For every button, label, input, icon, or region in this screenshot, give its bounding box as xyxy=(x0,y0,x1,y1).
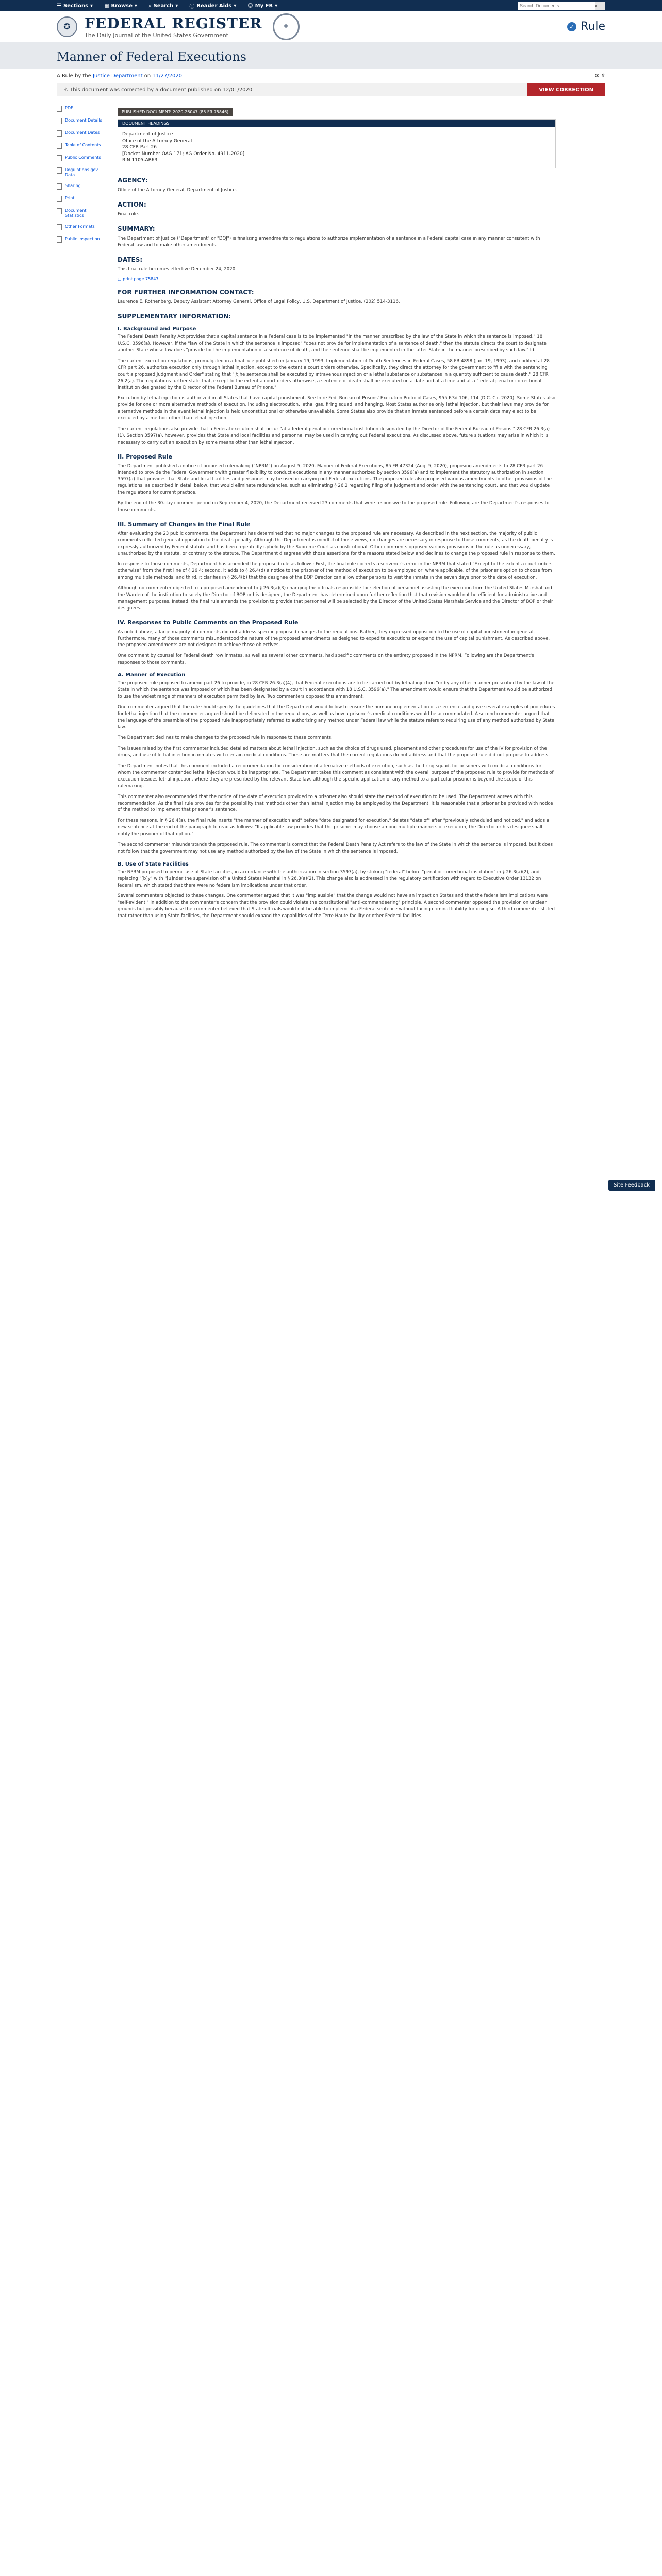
section-heading: I. Background and Purpose xyxy=(118,326,196,332)
heading-line: 28 CFR Part 26 xyxy=(122,145,157,150)
sidebar-icon xyxy=(57,208,62,214)
agency-heading: AGENCY: xyxy=(118,176,148,184)
nav-browse[interactable]: ▦ Browse ▾ xyxy=(104,3,137,9)
section-paragraph: After evaluating the 23 public comments, the Department has determined that no major changes to the proposed rule are necessary. As described in the next section, the majority of public comments reflected general opposition to the death penalty. Although the Department is mindful of those views, no changes are necessary in response to those comments, as the death penalty is expressly authorized by Federal statute and has been repeatedly upheld by the Supreme Court as constitutional. Other comments opposed various provisions in the rule as unnecessary, unauthorized by the statute, or contrary to the statute. The Department disagrees with those assertions for the reasons stated below and declines to change the proposed rule in response to them. xyxy=(118,531,555,556)
rule-icon: ✓ xyxy=(567,22,576,31)
sidebar-icon xyxy=(57,118,62,124)
publication-date-link[interactable]: 11/27/2020 xyxy=(152,73,183,79)
share-icon[interactable]: ✉ ⇪ xyxy=(595,73,605,79)
sidebar-item[interactable] xyxy=(57,143,102,149)
section-heading: A. Manner of Execution xyxy=(118,672,186,679)
alert-text: This document was corrected by a document published on 12/01/2020 xyxy=(70,87,253,93)
section-paragraph: Several commenters objected to these changes. One commenter argued that it was "implausible" that the change would not have an impact on States and that the federalism implications were "self-evident," in addition to the commenter's concern that the provision could violate the constitutional "anti-commandeering" principle. A second commenter opposed the provision on unclear grounds but possibly because the commenter believed that State officials would not be able to implement a Federal sentence without facing criminal liability for doing so. A third commenter stated that rather than using State facilities, the Department should expand the capabilities of the Terre Haute facility or other Federal facilities. xyxy=(118,893,555,919)
sidebar-item-label: Public Comments xyxy=(65,155,101,160)
sidebar-item-label: Other Formats xyxy=(65,224,95,229)
site-feedback-button[interactable]: Site Feedback xyxy=(608,1180,655,1191)
summary-text: The Department of Justice ("Department" or "DOJ") is finalizing amendments to regulations to authorize implementation of a sentence in a Federal capital case in any manner consistent with Federal law and to make other amendments. xyxy=(118,235,540,248)
section-paragraph: Although no commenter objected to a proposed amendment to § 26.3(a)(3) changing the officials responsible for selection of personnel assisting the execution from the United States Marshal and the Warden of the institution to solely the Director of BOP or his designee, the Department has determined upon further reflection that that revision would not be efficient for administrative and management purposes. Instead, the final rule amends the provision to provide that personnel will be selected by the Director of the United States Marshals Service and the Director of BOP or their designees. xyxy=(118,586,553,611)
heading-line: Office of the Attorney General xyxy=(122,138,192,144)
section-paragraph: The Department declines to make changes to the proposed rule in response to these comments. xyxy=(118,735,333,741)
section-heading: III. Summary of Changes in the Final Rule xyxy=(118,520,251,528)
sidebar-item[interactable] xyxy=(57,155,102,161)
nav-sections[interactable]: ☰ Sections ▾ xyxy=(57,3,93,9)
sidebar-item-label: Sharing xyxy=(65,183,81,189)
federal-register-seal-icon: ✦ xyxy=(273,13,300,40)
sidebar-item-label: PDF xyxy=(65,106,73,110)
site-subtitle: The Daily Journal of the United States Government xyxy=(85,31,229,39)
document-title-bar xyxy=(0,42,662,69)
section-paragraph: The Department published a notice of proposed rulemaking ("NPRM") on August 5, 2020. Manner of Federal Executions, 85 FR 47324 (Aug. 5, 2020), proposing amendments to 28 CFR part 26 intended to provide the Federal Government with greater flexibility to conduct executions in any manner authorized by section 3596(a) and to implement the statutory authorization in section 3597(a) that provides that State and local facilities and personnel may be used in carrying out Federal executions. The proposed rule also proposed various amendments to other provisions of the regulations, as described in detail below, that would eliminate redundancies, such as eliminating § 26.2 regarding filing of a judgment and order with the sentencing court, and that would update the regulations for current practice. xyxy=(118,463,552,496)
section-paragraph: One commenter argued that the rule should specify the guidelines that the Department would follow to ensure the humane implementation of a sentence and gave several examples of procedures for lethal injection that the commenter argued should be delineated in the regulations, as well as how a prisoner's medical conditions would be accommodated. A second commenter argued that the language of the preamble of the proposed rule inappropriately referred to authorizing any method under Federal law while the statute refers to requiring use of any method authorized by State law. xyxy=(118,704,555,730)
sidebar-item[interactable] xyxy=(57,167,102,177)
sidebar-item[interactable] xyxy=(57,106,102,112)
top-nav xyxy=(0,0,662,11)
section-paragraph: One comment by counsel for Federal death row inmates, as well as several other comments, had specific comments on the entirety proposed in the NPRM. Following are the Department's responses to those comments. xyxy=(118,653,534,666)
sidebar-icon xyxy=(57,143,62,149)
search-box xyxy=(518,2,605,10)
sidebar-icon xyxy=(57,183,62,190)
sidebar-item[interactable] xyxy=(57,208,102,218)
sidebar-icon xyxy=(57,155,62,161)
dates-text: This final rule becomes effective December 24, 2020. xyxy=(118,266,237,272)
site-title: FEDERAL REGISTER xyxy=(85,14,262,32)
print-page-link[interactable]: ▢ print page 75847 xyxy=(118,277,159,282)
summary-heading: SUMMARY: xyxy=(118,225,155,232)
search-icon: ⌕ xyxy=(595,3,598,8)
section-paragraph: For these reasons, in § 26.4(a), the final rule inserts "the manner of execution and" before "date designated for execution," deletes "date of" after "previously scheduled and noticed," and adds a new sentence at the end of the paragraph to read as follows: "If applicable law provides that the prisoner may choose among multiple manners of execution, the Director or his designee shall notify the prisoner of that option." xyxy=(118,818,550,837)
section-paragraph: The proposed rule proposed to amend part 26 to provide, in 28 CFR 26.3(a)(4), that Federal executions are to be carried out by lethal injection "or by any other manner prescribed by the law of the State in which the sentence was imposed or which has been designated by a court in accordance with 18 U.S.C. 3596(a)." The amendment would ensure that the Department would be authorized to use the widest range of manners of execution permitted by law. Two commenters opposed this amendment. xyxy=(118,681,555,699)
section-paragraph: The NPRM proposed to permit use of State facilities, in accordance with the authorization in section 3597(a), by striking "federal" before "penal or correctional institution" in § 26.3(a)(2), and replacing "[b]y" with "[u]nder the supervision of" a United States Marshal in § 26.3(a)(2). This change also is addressed in the regulatory certification with regard to Executive Order 13132 on federalism, which stated that there were no federalism implications under that order. xyxy=(118,869,541,888)
search-button[interactable] xyxy=(595,2,605,10)
nav-search[interactable]: ⌕ Search ▾ xyxy=(148,3,178,9)
brand[interactable] xyxy=(85,15,262,39)
section-paragraph: The second commenter misunderstands the proposed rule. The commenter is correct that the Federal Death Penalty Act refers to the law of the State in which the sentence is imposed, but it does not follow that the government may not use any method authorized by the law of the State in which the sentence is imposed. xyxy=(118,842,553,854)
section-paragraph: As noted above, a large majority of comments did not address specific proposed changes to the regulations. Rather, they expressed opposition to the use of capital punishment in general. Furthermore, many of those comments misunderstood the nature of the proposed amendments as designed to expedite executions or expand the use of capital punishment. As described above, the proposed amendments are not designed to achieve those objectives. xyxy=(118,629,550,648)
sidebar-icon xyxy=(57,130,62,137)
document-sidebar xyxy=(57,106,102,924)
sidebar-icon xyxy=(57,236,62,243)
document-byline: A Rule by the Justice Department on 11/27/2020 ✉ ⇪ xyxy=(57,73,605,79)
sidebar-item[interactable] xyxy=(57,196,102,202)
sidebar-item-label: Regulations.gov Data xyxy=(65,167,98,177)
sidebar-item-label: Document Details xyxy=(65,118,102,123)
section-heading: IV. Responses to Public Comments on the Proposed Rule xyxy=(118,619,299,626)
heading-line: [Docket Number OAG 171; AG Order No. 4911-2020] xyxy=(122,151,245,157)
dates-heading: DATES: xyxy=(118,256,143,263)
sidebar-item[interactable] xyxy=(57,236,102,243)
section-heading: II. Proposed Rule xyxy=(118,453,172,460)
contact-text: Laurence E. Rothenberg, Deputy Assistant Attorney General, Office of Legal Policy, U.S. Department of Justice, (202) 514-3116. xyxy=(118,299,400,305)
section-paragraph: The Department notes that this comment included a recommendation for consideration of alternative methods of execution, such as the firing squad, for prisoners with medical conditions for whom the commenter contended lethal injection would be inappropriate. The Department takes this comment as consistent with the overall purpose of the proposed rule to provide for methods of execution besides lethal injection, where they are prescribed by the relevant State law, although the specific application of any method to a particular prisoner is beyond the scope of this rulemaking. xyxy=(118,764,554,789)
sidebar-item[interactable] xyxy=(57,118,102,124)
action-heading: ACTION: xyxy=(118,200,146,208)
section-paragraph: The current execution regulations, promulgated in a final rule published on January 19, 1993, Implementation of Death Sentences in Federal Cases, 58 FR 4898 (Jan. 19, 1993), and codified at 28 CFR part 26, authorize execution only through lethal injection, except to the extent a court orders otherwise. Specifically, they direct the attorney for the government to "file with the sentencing court a proposed Judgment and Order" stating that "[t]he sentence shall be executed by intravenous injection of a lethal substance or substances in a quantity sufficient to cause death." 28 CFR 26.2(a). The regulations further state that, except to the extent a court orders otherwise, a sentence of death shall be executed on a date and at a time and at a "federal penal or correctional institution designated by the Director of the Federal Bureau of Prisons." xyxy=(118,358,550,391)
action-text: Final rule. xyxy=(118,211,139,217)
correction-alert xyxy=(57,83,605,96)
view-correction-button[interactable]: VIEW CORRECTION xyxy=(527,83,605,96)
sidebar-icon xyxy=(57,196,62,202)
sidebar-item[interactable] xyxy=(57,130,102,137)
document-headings: DOCUMENT HEADINGS Department of Justice Office of the Attorney General 28 CFR Part 26 [Docket Number OAG 171; AG Order No. 4911-2020] RIN 1105-AB63 xyxy=(118,119,556,168)
contact-heading: FOR FURTHER INFORMATION CONTACT: xyxy=(118,289,254,296)
section-paragraph: In response to those comments, Department has amended the proposed rule as follows: First, the final rule corrects a scrivener's error in the NPRM that stated "Except to the extent a court orders otherwise" from the first line of § 26.4; second, it adds to § 26.4(d) a notice to the prisoner of the method of execution to be employed or, where applicable, of the prisoner's option to choose from among multiple methods; and third, it clarifies in § 26.4(b) that the designee of the BOP Director can allow other persons to visit the inmate in the seven days prior to the date of execution. xyxy=(118,562,553,581)
national-archives-logo[interactable]: ✪ xyxy=(57,16,77,37)
sidebar-item-label: Document Statistics xyxy=(65,208,87,218)
sidebar-item-label: Public Inspection xyxy=(65,236,100,242)
document-title: Manner of Federal Executions xyxy=(57,49,246,64)
section-paragraph: The issues raised by the first commenter included detailed matters about lethal injection, such as the choice of drugs used, placement and other procedures for use of the IV for provision of the drugs, and use of lethal injection in inmates with certain medical conditions. These are matters that the current regulations do not address and that the proposed rule did not propose to address. xyxy=(118,746,550,758)
published-document-bar: PUBLISHED DOCUMENT: 2020-26047 (85 FR 75846) xyxy=(118,108,233,116)
agency-link[interactable]: Justice Department xyxy=(93,73,143,79)
document-body xyxy=(102,106,556,924)
section-paragraph: By the end of the 30-day comment period on September 4, 2020, the Department received 23 comments that were responsive to the proposed rule. Following are the Department's responses to those comments. xyxy=(118,501,550,513)
sidebar-item-label: Table of Contents xyxy=(65,143,101,147)
alert-icon: ⚠ xyxy=(63,87,70,93)
search-input[interactable] xyxy=(518,2,595,10)
sidebar-item-label: Document Dates xyxy=(65,130,100,135)
section-paragraph: The current regulations also provide that a Federal execution shall occur "at a federal penal or correctional institution designated by the Director of the Federal Bureau of Prisons." 28 CFR 26.3(a)(1). Section 3597(a), however, provides that State and local facilities and personnel may be used in carrying out Federal executions. As discussed above, future situations may arise in which it is necessary to carry out an execution by some means other than lethal injection. xyxy=(118,427,550,445)
sidebar-icon xyxy=(57,224,62,230)
heading-line: RIN 1105-AB63 xyxy=(122,158,158,163)
nav-reader-aids[interactable]: ⓘ Reader Aids ▾ xyxy=(189,3,237,10)
heading-line: Department of Justice xyxy=(122,132,173,137)
section-paragraph: The Federal Death Penalty Act provides that a capital sentence in a Federal case is to be implemented "in the manner prescribed by the law of the State in which the sentence is imposed." 18 U.S.C. 3596(a). However, if the "law of the State in which the sentence is imposed" "does not provide for implementation of a sentence of death," then the statute directs the court to designate another State whose law does "provide for the implementation of a sentence of death, and the sentence shall be implemented in the latter State in the manner prescribed by such law." Id. xyxy=(118,334,547,353)
sidebar-item-label: Print xyxy=(65,196,75,201)
section-paragraph: This commenter also recommended that the notice of the date of execution provided to a prisoner also should state the method of execution to be used. The Department agrees with this recommendation. As the final rule provides for the possibility that methods other than lethal injection may be employed by the Department, it is reasonable that a prisoner be provided with notice of the method to implement that prisoner's sentence. xyxy=(118,794,553,813)
sidebar-item[interactable] xyxy=(57,183,102,190)
supplementary-heading: SUPPLEMENTARY INFORMATION: xyxy=(118,313,231,320)
document-type: ✓ Rule xyxy=(567,20,605,33)
agency-text: Office of the Attorney General, Department of Justice. xyxy=(118,187,237,193)
section-paragraph: Execution by lethal injection is authorized in all States that have capital punishment. See In re Fed. Bureau of Prisons' Execution Protocol Cases, 955 F.3d 106, 114 (D.C. Cir. 2020). Some States also provide for one or more alternative methods of execution, including electrocution, lethal gas, firing squad, and hanging. Most States authorize only lethal injection, but their laws may provide for alternative methods in the event lethal injection is held unconstitutional or otherwise unavailable. Some States also provide that an inmate sentenced before a certain date may elect to be executed by a method other than lethal injection. xyxy=(118,396,556,421)
sidebar-icon xyxy=(57,167,62,174)
nav-my-fr[interactable]: ☺ My FR ▾ xyxy=(247,3,278,9)
sidebar-icon xyxy=(57,106,62,112)
site-header xyxy=(0,11,662,42)
sidebar-item[interactable] xyxy=(57,224,102,230)
section-heading: B. Use of State Facilities xyxy=(118,861,189,867)
